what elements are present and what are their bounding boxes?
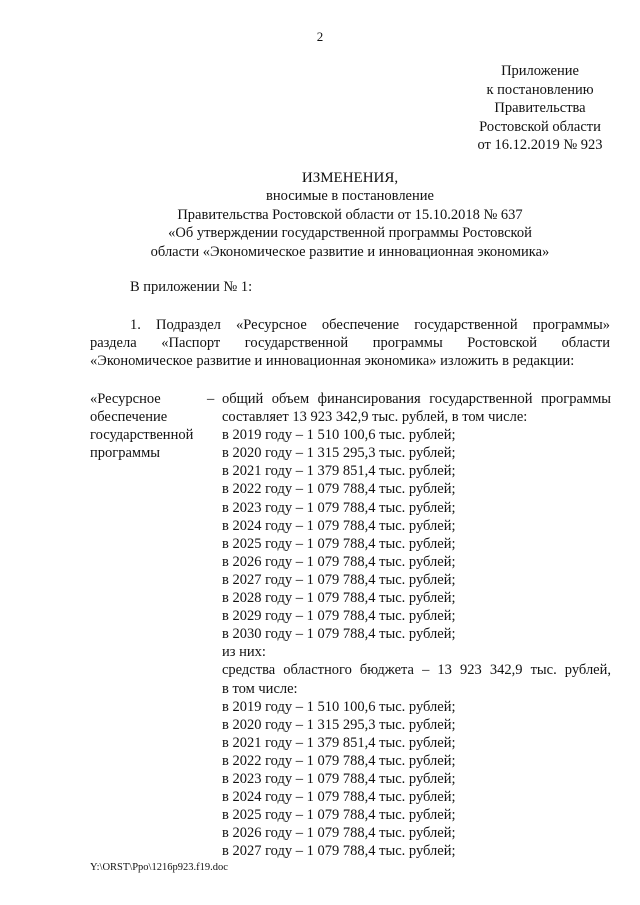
file-path-footer: Y:\ORST\Ppo\1216p923.f19.doc	[90, 862, 228, 873]
funding-line: в 2029 году – 1 079 788,4 тыс. рублей;	[222, 608, 456, 625]
intro-text: В приложении № 1:	[130, 279, 253, 295]
funding-line: в 2026 году – 1 079 788,4 тыс. рублей;	[222, 825, 456, 842]
funding-line: в 2028 году – 1 079 788,4 тыс. рублей;	[222, 590, 456, 607]
section-content	[222, 390, 611, 860]
paragraph-line: «Экономическое развитие и инновационная экономика» изложить в редакции:	[90, 353, 575, 370]
funding-line: в 2026 году – 1 079 788,4 тыс. рублей;	[222, 553, 456, 570]
section-label-line: государственной	[90, 427, 194, 444]
funding-line: в 2023 году – 1 079 788,4 тыс. рублей;	[222, 770, 456, 787]
paragraph-line: раздела «Паспорт государственной программы Ростовской области	[90, 335, 610, 352]
funding-line: в 2025 году – 1 079 788,4 тыс. рублей;	[222, 535, 456, 552]
funding-line: в том числе:	[222, 680, 298, 697]
funding-line: из них:	[222, 644, 266, 661]
funding-line: в 2027 году – 1 079 788,4 тыс. рублей;	[222, 571, 456, 588]
funding-line: в 2027 году – 1 079 788,4 тыс. рублей;	[222, 843, 456, 860]
funding-line: составляет 13 923 342,9 тыс. рублей, в том числе:	[222, 409, 528, 426]
page-number: 2	[316, 29, 324, 44]
funding-line: в 2019 году – 1 510 100,6 тыс. рублей;	[222, 698, 456, 715]
section-label-line: обеспечение	[90, 409, 168, 426]
funding-line: средства областного бюджета – 13 923 342,9 тыс. рублей,	[222, 662, 611, 679]
title-sub-line: «Об утверждении государственной программы Ростовской	[168, 225, 532, 242]
section-label-line: «Ресурсное	[90, 391, 161, 407]
appendix-line: Ростовской области	[479, 118, 601, 135]
funding-line: в 2025 году – 1 079 788,4 тыс. рублей;	[222, 807, 456, 824]
section-label-line: программы	[90, 445, 160, 462]
paragraph-line: 1. Подраздел «Ресурсное обеспечение государственной программы»	[130, 317, 610, 333]
funding-line: в 2024 году – 1 079 788,4 тыс. рублей;	[222, 789, 456, 806]
funding-line: в 2022 году – 1 079 788,4 тыс. рублей;	[222, 481, 456, 498]
funding-line: в 2020 году – 1 315 295,3 тыс. рублей;	[222, 716, 456, 733]
appendix-line: к постановлению	[486, 81, 594, 98]
funding-line: в 2023 году – 1 079 788,4 тыс. рублей;	[222, 499, 456, 516]
paragraph-1	[90, 316, 610, 371]
appendix-line: Приложение	[501, 63, 579, 79]
title-sub-line: области «Экономическое развитие и инновационная экономика»	[150, 243, 550, 260]
section-label	[90, 390, 200, 462]
funding-line: общий объем финансирования государственной программы	[222, 391, 611, 407]
appendix-line: от 16.12.2019 № 923	[477, 137, 603, 154]
title-sub-line: Правительства Ростовской области от 15.10.2018 № 637	[177, 206, 523, 223]
title-main: ИЗМЕНЕНИЯ,	[301, 170, 399, 186]
funding-line: в 2024 году – 1 079 788,4 тыс. рублей;	[222, 517, 456, 534]
document-title	[60, 169, 640, 261]
funding-line: в 2021 году – 1 379 851,4 тыс. рублей;	[222, 734, 456, 751]
section-dash: –	[207, 391, 215, 407]
funding-line: в 2030 году – 1 079 788,4 тыс. рублей;	[222, 626, 456, 643]
appendix-block	[440, 62, 640, 155]
appendix-line: Правительства	[494, 100, 586, 117]
title-sub-line: вносимые в постановление	[266, 188, 434, 205]
funding-line: в 2021 году – 1 379 851,4 тыс. рублей;	[222, 463, 456, 480]
funding-line: в 2022 году – 1 079 788,4 тыс. рублей;	[222, 752, 456, 769]
funding-line: в 2019 году – 1 510 100,6 тыс. рублей;	[222, 427, 456, 444]
funding-line: в 2020 году – 1 315 295,3 тыс. рублей;	[222, 445, 456, 462]
